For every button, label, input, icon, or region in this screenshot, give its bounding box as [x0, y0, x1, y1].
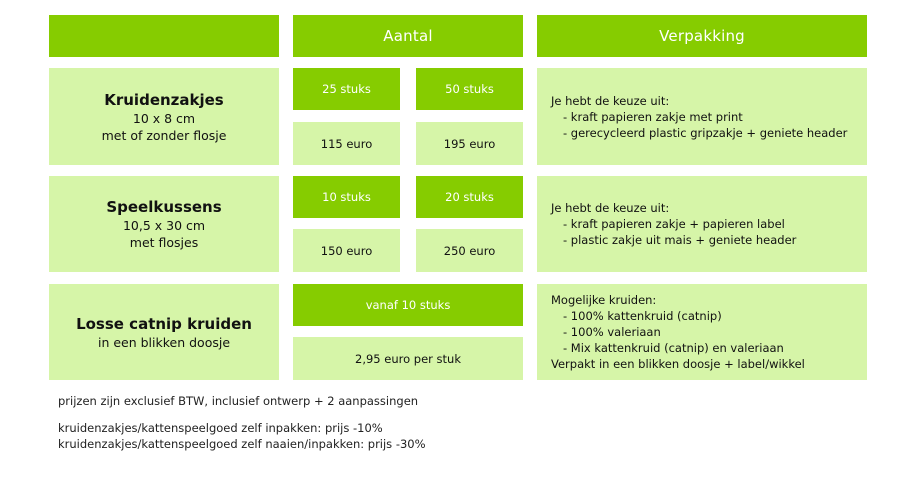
packaging-option: - 100% valeriaan	[563, 325, 661, 339]
quantity-cell: vanaf 10 stuks	[293, 284, 523, 326]
product-cell-kruidenzakjes	[49, 68, 279, 165]
price-cell: 250 euro	[416, 229, 523, 272]
packaging-intro: Mogelijke kruiden:	[551, 293, 657, 307]
note-discount-pack: kruidenzakjes/kattenspeelgoed zelf inpakken: prijs -10%	[58, 421, 383, 435]
packaging-option: - 100% kattenkruid (catnip)	[563, 309, 722, 323]
quantity-cell: 25 stuks	[293, 68, 400, 110]
product-detail: 10 x 8 cm	[132, 110, 196, 126]
product-detail: in een blikken doosje	[97, 334, 231, 350]
packaging-cell-kruidenzakjes	[537, 68, 867, 165]
packaging-intro: Je hebt de keuze uit:	[551, 93, 670, 108]
product-detail: met of zonder flosje	[101, 127, 227, 143]
header-verpakking: Verpakking	[537, 15, 867, 57]
product-detail: met flosjes	[129, 235, 199, 250]
quantity-cell: 10 stuks	[293, 176, 400, 218]
packaging-option: - plastic zakje uit mais + geniete header	[563, 233, 797, 247]
product-name: Speelkussens	[106, 198, 222, 216]
header-blank-cell	[49, 15, 279, 57]
packaging-outro: Verpakt in een blikken doosje + label/wikkel	[551, 357, 805, 371]
quantity-cell: 20 stuks	[416, 176, 523, 218]
product-name: Kruidenzakjes	[104, 90, 224, 109]
product-cell-catnip	[49, 284, 279, 380]
header-aantal: Aantal	[293, 15, 523, 57]
packaging-intro: Je hebt de keuze uit:	[551, 201, 670, 215]
packaging-option: - gerecycleerd plastic gripzakje + geniete header	[563, 125, 848, 140]
price-cell: 150 euro	[293, 229, 400, 272]
product-name: Losse catnip kruiden	[76, 314, 252, 333]
packaging-option: - kraft papieren zakje + papieren label	[563, 217, 785, 231]
note-prices: prijzen zijn exclusief BTW, inclusief ontwerp + 2 aanpassingen	[58, 394, 419, 408]
packaging-option: - Mix kattenkruid (catnip) en valeriaan	[563, 341, 784, 355]
price-cell: 115 euro	[293, 122, 400, 165]
packaging-option: - kraft papieren zakje met print	[563, 109, 743, 124]
price-cell: 2,95 euro per stuk	[293, 337, 523, 380]
price-cell: 195 euro	[416, 122, 523, 165]
product-detail: 10,5 x 30 cm	[122, 218, 206, 233]
product-cell-speelkussens	[49, 176, 279, 272]
packaging-cell-speelkussens	[537, 176, 867, 272]
quantity-cell: 50 stuks	[416, 68, 523, 110]
packaging-cell-catnip	[537, 284, 867, 380]
note-discount-sew: kruidenzakjes/kattenspeelgoed zelf naaien/inpakken: prijs -30%	[58, 437, 426, 451]
